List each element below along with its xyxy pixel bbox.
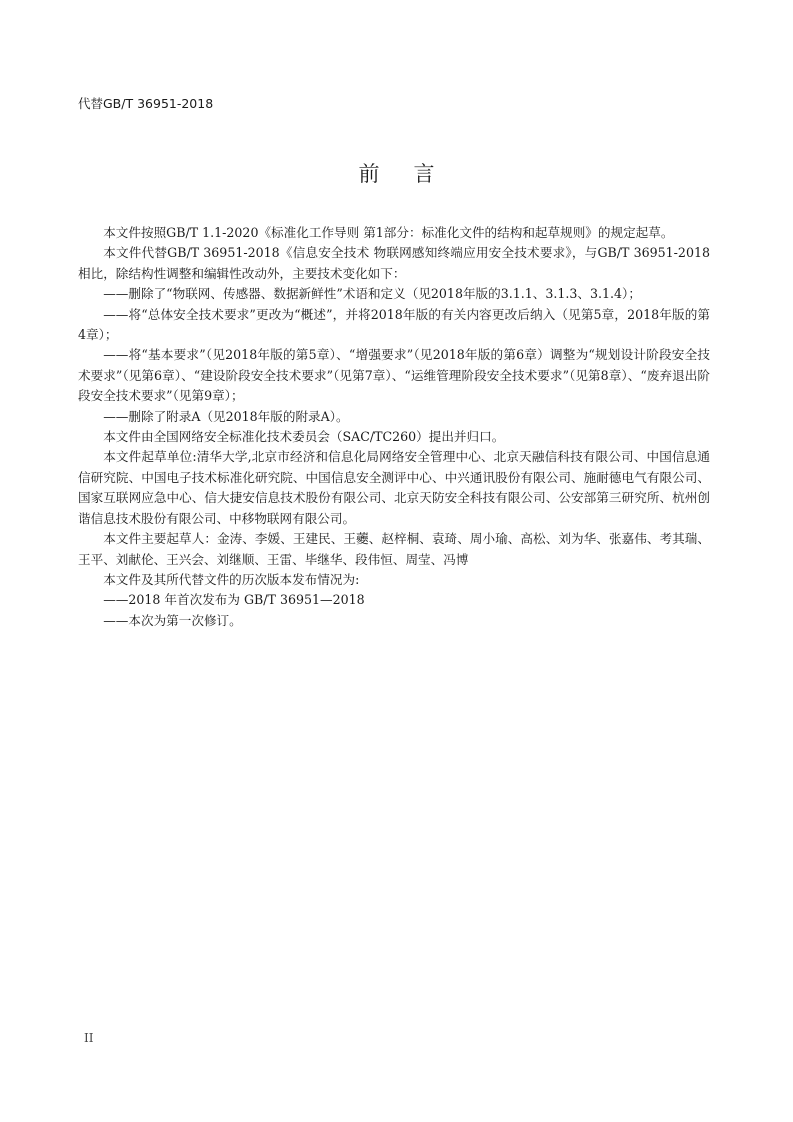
change-item-requirements-restructured: ——将“基本要求”（见2018年版的第5章）、“增强要求”（见2018年版的第6章）调整为“规划设计阶段安全技术要求”（见第6章）、“建设阶段安全技术要求”（见第7章）、“运维管理阶段安全技术要求”（见第8章）、“废弃退出阶段安全技术要求”（见第9章）；	[78, 347, 710, 404]
paragraph-replacement-statement: 本文件代替GB/T 36951-2018《信息安全技术 物联网感知终端应用安全技术要求》，与GB/T 36951-2018相比，除结构性调整和编辑性改动外，主要技术变化如下：	[78, 245, 710, 281]
document-body	[78, 223, 710, 631]
replaced-standard-reference: 代替GB/T 36951-2018	[78, 96, 214, 111]
page-number: II	[84, 1031, 94, 1045]
paragraph-proposer: 本文件由全国网络安全标准化技术委员会（SAC/TC260）提出并归口。	[103, 429, 505, 445]
version-history-item-current: ——本次为第一次修订。	[103, 612, 242, 628]
change-item-overview: ——将“总体安全技术要求”更改为“概述”，并将2018年版的有关内容更改后纳入（见第5章，2018年版的第4章）；	[78, 306, 710, 343]
paragraph-main-drafters: 本文件主要起草人：金涛、李媛、王建民、王虁、赵梓桐、袁琦、周小瑜、高松、刘为华、张嘉伟、考其瑞、王平、刘献伦、王兴会、刘继顺、王雷、毕继华、段伟恒、周莹、冯博	[78, 531, 710, 567]
change-item-terms-deleted: ——删除了“物联网、传感器、数据新鲜性”术语和定义（见2018年版的3.1.1、3.1.3、3.1.4）；	[103, 286, 641, 302]
page-title: 前言	[358, 162, 469, 186]
version-history-item-first: ——2018 年首次发布为 GB/T 36951—2018	[103, 592, 365, 608]
paragraph-drafting-organizations: 本文件起草单位:清华大学,北京市经济和信息化局网络安全管理中心、北京天融信科技有限公司、中国信息通信研究院、中国电子技术标准化研究院、中国信息安全测评中心、中兴通讯股份有限公司、施耐德电气有限公司、国家互联网应急中心、信大捷安信息技术股份有限公司、北京天防安全科技有限公司、公安部第三研究所、杭州创谐信息技术股份有限公司、中移物联网有限公司。	[78, 449, 710, 526]
paragraph-version-history-intro: 本文件及其所代替文件的历次版本发布情况为:	[103, 571, 360, 587]
paragraph-drafting-rules: 本文件按照GB/T 1.1-2020《标准化工作导则 第1部分：标准化文件的结构和起草规则》的规定起草。	[103, 225, 674, 240]
change-item-annex-deleted: ——删除了附录A（见2018年版的附录A）。	[103, 408, 349, 424]
